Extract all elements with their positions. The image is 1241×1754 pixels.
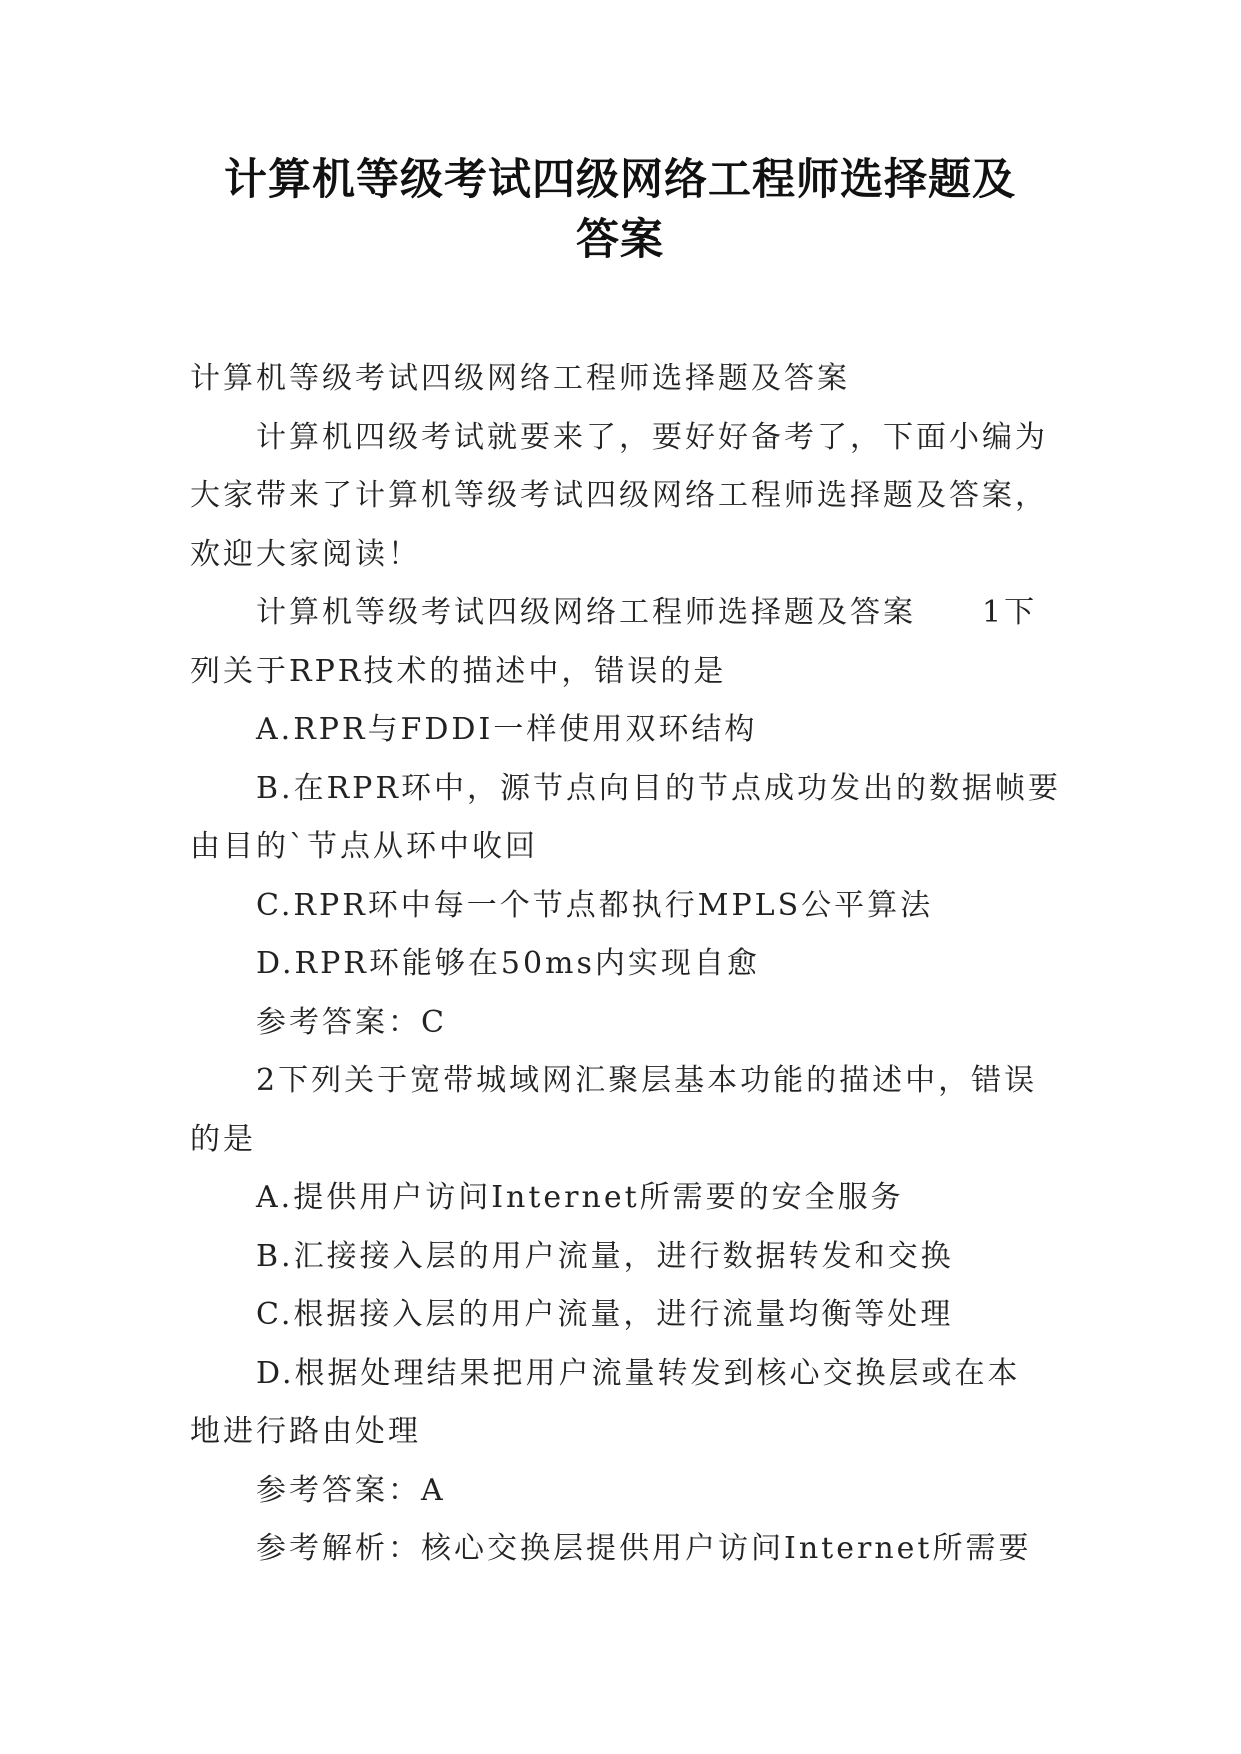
paragraph-line: C.根据接入层的用户流量，进行流量均衡等处理 <box>256 1297 954 1332</box>
paragraph-line: B.在RPR环中，源节点向目的节点成功发出的数据帧要 <box>256 770 1061 806</box>
paragraph-line: A.RPR与FDDI一样使用双环结构 <box>256 712 758 747</box>
paragraph-line: 计算机四级考试就要来了，要好好备考了，下面小编为 <box>256 419 1048 455</box>
paragraph-line: 大家带来了计算机等级考试四级网络工程师选择题及答案， <box>190 478 1048 513</box>
paragraph-line: 参考答案：C <box>256 1004 447 1040</box>
paragraph-line: 2下列关于宽带城域网汇聚层基本功能的描述中，错误 <box>256 1063 1038 1098</box>
paragraph-line: 列关于RPR技术的描述中，错误的是 <box>190 653 727 689</box>
paragraph-line: 参考解析：核心交换层提供用户访问Internet所需要 <box>256 1531 1032 1566</box>
paragraph-line: 欢迎大家阅读！ <box>190 536 421 572</box>
document-body <box>190 350 1060 1579</box>
paragraph-line: C.RPR环中每一个节点都执行MPLS公平算法 <box>256 887 934 923</box>
paragraph-line: 由目的`节点从环中收回 <box>190 829 538 864</box>
paragraph-line: B.汇接接入层的用户流量，进行数据转发和交换 <box>256 1238 954 1274</box>
paragraph-line: 地进行路由处理 <box>190 1414 421 1449</box>
paragraph-line: 计算机等级考试四级网络工程师选择题及答案 <box>190 361 850 396</box>
title-line: 计算机等级考试四级网络工程师选择题及 <box>224 155 1016 205</box>
document-title <box>150 150 1090 270</box>
paragraph-line: 参考答案：A <box>256 1472 446 1508</box>
paragraph-line: D.根据处理结果把用户流量转发到核心交换层或在本 <box>256 1355 1021 1391</box>
paragraph-line: 计算机等级考试四级网络工程师选择题及答案 1下 <box>256 595 1038 630</box>
paragraph-line: A.提供用户访问Internet所需要的安全服务 <box>256 1180 904 1215</box>
paragraph-line: 的是 <box>190 1121 256 1157</box>
title-line: 答案 <box>576 215 664 265</box>
paragraph-line: D.RPR环能够在50ms内实现自愈 <box>256 946 760 981</box>
